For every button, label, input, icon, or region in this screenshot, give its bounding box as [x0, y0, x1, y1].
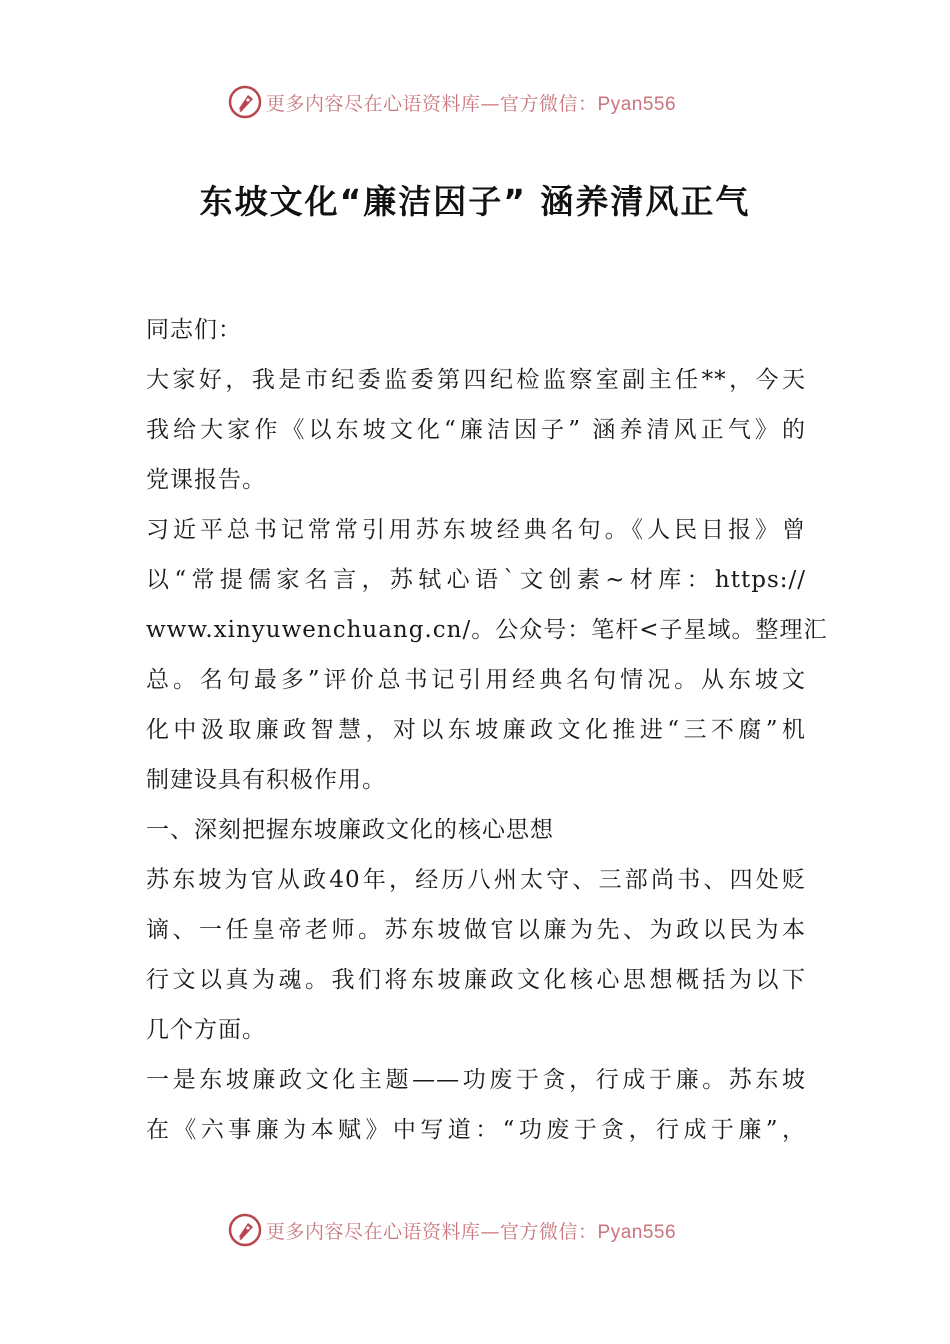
paragraph-line: 大家好，我是市纪委监委第四纪检监察室副主任**，今天: [146, 367, 806, 393]
paragraph-line: 制建设具有积极作用。: [146, 767, 386, 793]
section-heading: 一、深刻把握东坡廉政文化的核心思想: [146, 817, 554, 843]
paragraph-line: www.xinyuwenchuang.cn/。公众号：笔杆<子星域。整理汇: [146, 617, 828, 643]
pen-nib-logo-icon: [228, 85, 262, 119]
paragraph-line: 党课报告。: [146, 467, 266, 493]
paragraph-line: 总。名句最多”评价总书记引用经典名句情况。从东坡文: [146, 667, 806, 693]
paragraph-line: 我给大家作《以东坡文化“廉洁因子” 涵养清风正气》的: [146, 417, 806, 443]
paragraph-line: 在《六事廉为本赋》中写道：“功废于贪，行成于廉”，: [146, 1117, 806, 1143]
paragraph-line: 一是东坡廉政文化主题——功废于贪，行成于廉。苏东坡: [146, 1067, 806, 1093]
pen-nib-logo-icon: [228, 1213, 262, 1247]
paragraph-line: 谪、一任皇帝老师。苏东坡做官以廉为先、为政以民为本: [146, 917, 806, 943]
paragraph-line: 以“常提儒家名言，苏轼心语`文创素~材库：https://: [146, 567, 806, 593]
paragraph-line: 同志们：: [146, 317, 242, 343]
document-body: [146, 305, 828, 1155]
watermark-text: 更多内容尽在心语资料库—官方微信：Pyan556: [266, 92, 677, 115]
header-watermark-banner: [0, 80, 950, 124]
paragraph-line: 习近平总书记常常引用苏东坡经典名句。《人民日报》曾: [146, 517, 806, 543]
paragraph-line: 几个方面。: [146, 1017, 266, 1043]
paragraph-line: 行文以真为魂。我们将东坡廉政文化核心思想概括为以下: [146, 967, 806, 993]
document-title: 东坡文化“廉洁因子” 涵养清风正气: [199, 182, 751, 221]
watermark-text: 更多内容尽在心语资料库—官方微信：Pyan556: [266, 1220, 677, 1243]
footer-watermark-banner: [0, 1208, 950, 1252]
paragraph-line: 苏东坡为官从政40年，经历八州太守、三部尚书、四处贬: [146, 867, 806, 893]
paragraph-line: 化中汲取廉政智慧，对以东坡廉政文化推进“三不腐”机: [146, 717, 806, 743]
